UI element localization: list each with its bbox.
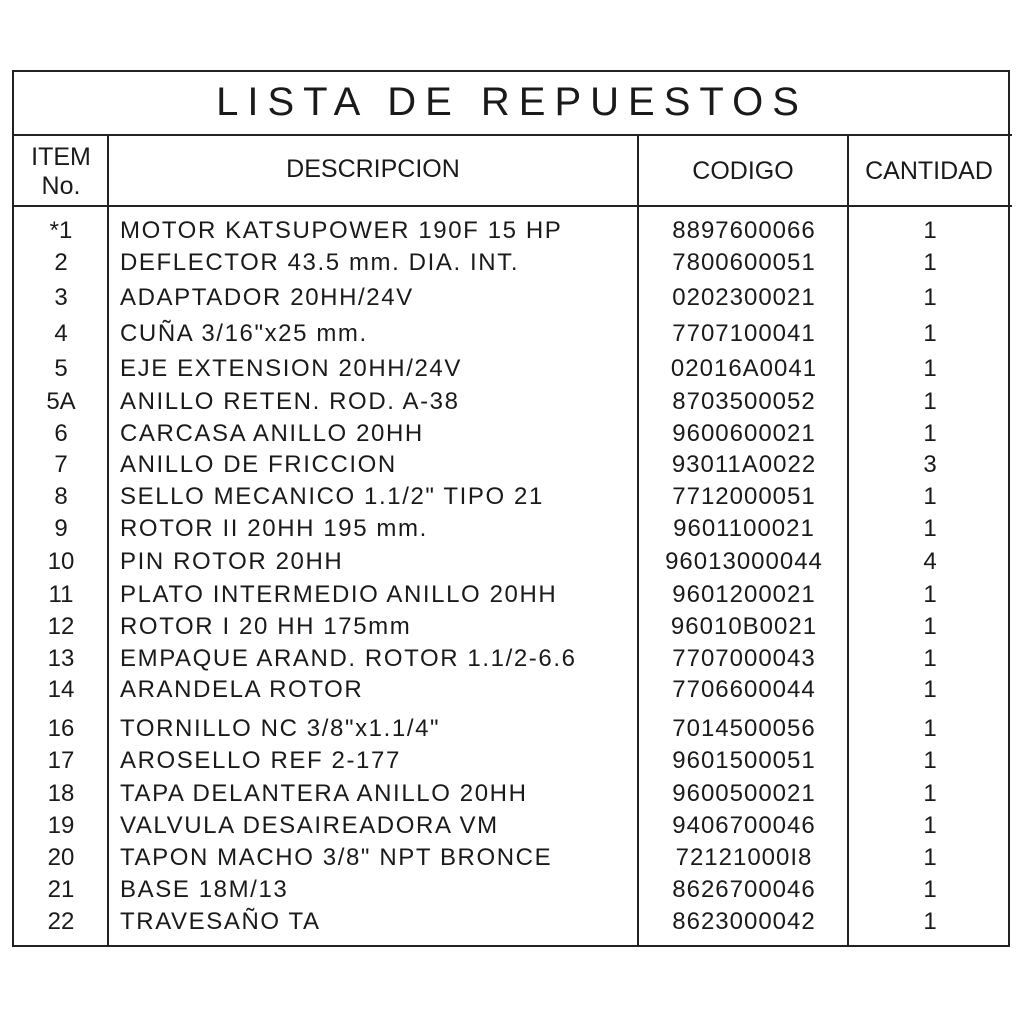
row-item-number: 19: [47, 812, 75, 839]
row-code: 8703500052: [672, 388, 816, 415]
row-item-number: 20: [47, 844, 75, 871]
row-code: 02016A0041: [670, 355, 818, 382]
row-description: SELLO MECANICO 1.1/2" TIPO 21: [120, 483, 544, 510]
row-item-number: 21: [47, 876, 75, 903]
row-description: CUÑA 3/16"x25 mm.: [120, 320, 368, 347]
row-code: 7800600051: [672, 249, 816, 276]
row-quantity: 1: [923, 320, 937, 347]
row-item-number: 3: [54, 284, 68, 311]
title-divider: [12, 134, 1012, 136]
row-description: ANILLO RETEN. ROD. A-38: [120, 388, 460, 415]
row-item-number: 16: [47, 715, 75, 742]
row-code: 8623000042: [672, 908, 816, 935]
row-quantity: 1: [923, 645, 937, 672]
row-quantity: 1: [923, 581, 937, 608]
row-item-number: 18: [47, 780, 75, 807]
row-code: 9601200021: [672, 581, 816, 608]
row-code: 9600600021: [672, 420, 816, 447]
row-description: TAPA DELANTERA ANILLO 20HH: [120, 780, 528, 807]
row-item-number: *1: [49, 217, 73, 244]
row-quantity: 3: [923, 451, 937, 478]
row-description: BASE 18M/13: [120, 876, 289, 903]
row-quantity: 1: [923, 676, 937, 703]
row-code: 9601500051: [672, 747, 816, 774]
header-description: DESCRIPCION: [286, 155, 460, 183]
row-quantity: 1: [923, 483, 937, 510]
row-description: PLATO INTERMEDIO ANILLO 20HH: [120, 581, 558, 608]
row-quantity: 1: [923, 249, 937, 276]
row-code: 7706600044: [672, 676, 816, 703]
row-code: 8626700046: [672, 876, 816, 903]
row-description: ROTOR I 20 HH 175mm: [120, 613, 412, 640]
row-item-number: 5: [54, 355, 68, 382]
row-code: 9600500021: [672, 780, 816, 807]
row-description: TORNILLO NC 3/8"x1.1/4": [120, 715, 441, 742]
row-description: VALVULA DESAIREADORA VM: [120, 812, 499, 839]
row-quantity: 1: [923, 284, 937, 311]
row-code: 0202300021: [672, 284, 816, 311]
header-item-line2: No.: [41, 172, 81, 200]
row-code: 93011A0022: [671, 451, 817, 478]
row-quantity: 1: [923, 876, 937, 903]
row-code: 96013000044: [665, 548, 823, 575]
row-description: DEFLECTOR 43.5 mm. DIA. INT.: [120, 249, 520, 276]
row-quantity: 4: [923, 548, 937, 575]
row-description: ARANDELA ROTOR: [120, 676, 364, 703]
row-item-number: 12: [47, 613, 75, 640]
row-description: PIN ROTOR 20HH: [120, 548, 344, 575]
row-item-number: 10: [47, 548, 75, 575]
row-item-number: 4: [54, 320, 68, 347]
row-quantity: 1: [923, 780, 937, 807]
row-description: TAPON MACHO 3/8" NPT BRONCE: [120, 844, 553, 871]
row-quantity: 1: [923, 388, 937, 415]
header-code: CODIGO: [692, 157, 794, 185]
row-item-number: 11: [48, 581, 74, 608]
row-description: EMPAQUE ARAND. ROTOR 1.1/2-6.6: [120, 645, 577, 672]
row-item-number: 9: [54, 515, 68, 542]
row-quantity: 1: [923, 420, 937, 447]
table-title: LISTA DE REPUESTOS: [216, 80, 808, 124]
row-quantity: 1: [923, 515, 937, 542]
row-quantity: 1: [923, 908, 937, 935]
row-code: 7014500056: [672, 715, 816, 742]
row-description: TRAVESAÑO TA: [120, 908, 321, 935]
header-quantity: CANTIDAD: [865, 157, 993, 185]
row-description: MOTOR KATSUPOWER 190F 15 HP: [120, 217, 563, 244]
row-quantity: 1: [923, 715, 937, 742]
row-description: AROSELLO REF 2-177: [120, 747, 401, 774]
row-item-number: 22: [47, 908, 75, 935]
header-divider: [12, 205, 1012, 207]
row-item-number: 8: [54, 483, 68, 510]
row-item-number: 6: [54, 420, 68, 447]
row-code: 7707100041: [672, 320, 816, 347]
row-code: 9406700046: [672, 812, 816, 839]
row-quantity: 1: [923, 613, 937, 640]
row-quantity: 1: [923, 812, 937, 839]
column-divider: [637, 135, 639, 947]
row-description: CARCASA ANILLO 20HH: [120, 420, 424, 447]
row-description: ROTOR II 20HH 195 mm.: [120, 515, 428, 542]
row-quantity: 1: [923, 844, 937, 871]
row-item-number: 2: [54, 249, 68, 276]
row-code: 72121000I8: [675, 844, 813, 871]
row-description: EJE EXTENSION 20HH/24V: [120, 355, 462, 382]
header-item: [14, 143, 108, 201]
row-code: 9601100021: [673, 515, 815, 542]
row-description: ADAPTADOR 20HH/24V: [120, 284, 414, 311]
row-code: 7707000043: [672, 645, 816, 672]
row-quantity: 1: [923, 217, 937, 244]
row-item-number: 5A: [46, 388, 76, 415]
row-item-number: 14: [47, 676, 75, 703]
row-description: ANILLO DE FRICCION: [120, 451, 397, 478]
header-item-line1: ITEM: [31, 143, 91, 171]
row-code: 96010B0021: [670, 613, 818, 640]
row-item-number: 13: [47, 645, 75, 672]
row-code: 8897600066: [672, 217, 816, 244]
row-code: 7712000051: [672, 483, 816, 510]
row-quantity: 1: [923, 355, 937, 382]
row-item-number: 7: [54, 451, 68, 478]
row-item-number: 17: [47, 747, 75, 774]
row-quantity: 1: [923, 747, 937, 774]
